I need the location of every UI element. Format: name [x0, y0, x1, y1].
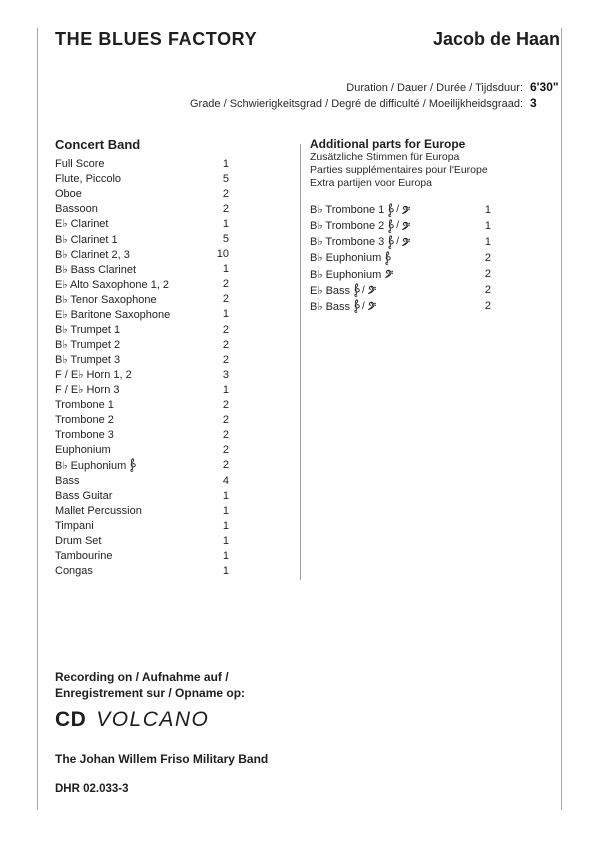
- list-item: [55, 443, 229, 458]
- treble-clef-icon: [387, 219, 394, 233]
- concert-band-list: [55, 156, 229, 579]
- list-item: [55, 428, 229, 443]
- part-name: Tambourine: [55, 549, 113, 562]
- part-count: 2: [222, 338, 229, 351]
- additional-parts-subtitle-nl: Extra partijen voor Europa: [310, 177, 432, 190]
- duration-label: Duration / Dauer / Durée / Tijdsduur:: [346, 82, 523, 94]
- part-count: 1: [222, 489, 229, 502]
- list-item: [55, 186, 229, 201]
- composer-name: Jacob de Haan: [432, 29, 560, 49]
- list-item: [55, 518, 229, 533]
- part-count: 1: [222, 308, 229, 321]
- list-item: [55, 352, 229, 367]
- additional-parts-heading: Additional parts for Europe: [310, 137, 466, 151]
- recording-label-line1: Recording on / Aufnahme auf /: [55, 670, 229, 684]
- list-item: [55, 382, 229, 397]
- part-count: 2: [484, 284, 491, 297]
- part-count: 1: [222, 549, 229, 562]
- cd-title: VOLCANO: [96, 708, 210, 731]
- grade-row: [190, 96, 562, 112]
- right-border-rule: [561, 28, 562, 810]
- clef-icons: [353, 283, 376, 297]
- clef-separator: /: [396, 204, 400, 216]
- part-count: 2: [222, 429, 229, 442]
- part-count: 4: [222, 474, 229, 487]
- list-item: [55, 548, 229, 563]
- catalog-number: DHR 02.033-3: [55, 783, 129, 795]
- list-item: [55, 322, 229, 337]
- part-count: 1: [484, 235, 491, 248]
- additional-parts-subtitle-de: Zusätzliche Stimmen für Europa: [310, 151, 460, 163]
- part-name: B♭ Bass: [310, 300, 351, 313]
- bass-clef-icon: [384, 269, 393, 279]
- additional-parts-subtitle-fr: Parties supplémentaires pour l'Europe: [310, 164, 488, 177]
- recording-block: [55, 669, 268, 795]
- part-name: Trombone 3: [55, 429, 114, 442]
- part-name: B♭ Euphonium: [55, 459, 127, 472]
- clef-icons: [384, 269, 393, 279]
- part-name: B♭ Tenor Saxophone: [55, 293, 157, 306]
- part-count: 3: [222, 368, 229, 381]
- part-name: B♭ Euphonium: [310, 268, 382, 281]
- list-item: [310, 298, 491, 314]
- part-count: 2: [222, 353, 229, 366]
- list-item: [55, 398, 229, 413]
- part-name: Bass: [55, 474, 80, 487]
- part-count: 2: [222, 187, 229, 200]
- part-name: Euphonium: [55, 444, 111, 457]
- band-name: The Johan Willem Friso Military Band: [55, 752, 269, 766]
- clef-separator: /: [362, 300, 365, 312]
- treble-clef-icon: [129, 458, 136, 472]
- part-count: 1: [222, 534, 229, 547]
- grade-value: 3: [530, 96, 537, 110]
- part-name: F / E♭ Horn 1, 2: [55, 369, 132, 382]
- part-count: 1: [222, 263, 229, 276]
- treble-clef-icon: [353, 299, 360, 313]
- part-count: 2: [222, 399, 229, 412]
- list-item: [310, 250, 491, 266]
- part-name: Bassoon: [55, 202, 98, 215]
- part-name: B♭ Euphonium: [310, 252, 382, 265]
- part-count: 10: [216, 248, 229, 261]
- bass-clef-icon: [401, 221, 410, 231]
- list-item: [55, 262, 229, 277]
- part-name: Congas: [55, 565, 93, 578]
- part-count: 5: [222, 172, 229, 185]
- part-name: Timpani: [55, 519, 94, 532]
- list-item: [55, 201, 229, 216]
- treble-clef-icon: [387, 203, 394, 217]
- list-item: [55, 413, 229, 428]
- list-item: [310, 218, 491, 234]
- list-item: [55, 216, 229, 231]
- part-name: Drum Set: [55, 534, 102, 547]
- clef-separator: /: [396, 236, 400, 248]
- clef-icons: [387, 235, 410, 249]
- list-item: [310, 202, 491, 218]
- list-item: [55, 533, 229, 548]
- part-count: 2: [484, 268, 491, 281]
- piece-title: THE BLUES FACTORY: [55, 29, 258, 49]
- clef-icons: [353, 299, 376, 313]
- part-name: Bass Guitar: [55, 489, 113, 502]
- left-border-rule: [37, 28, 38, 810]
- part-name: B♭ Clarinet 1: [55, 233, 118, 246]
- meta-block: [190, 80, 562, 112]
- part-count: 2: [222, 444, 229, 457]
- treble-clef-icon: [384, 251, 391, 265]
- part-name: E♭ Baritone Saxophone: [55, 308, 171, 321]
- part-name: B♭ Trombone 2: [310, 220, 385, 233]
- additional-parts-block: [310, 137, 491, 314]
- part-name: E♭ Clarinet: [55, 218, 109, 231]
- list-item: [55, 292, 229, 307]
- list-item: [55, 277, 229, 292]
- part-count: 2: [222, 414, 229, 427]
- bass-clef-icon: [367, 285, 376, 295]
- grade-label: Grade / Schwierigkeitsgrad / Degré de difficulté / Moeilijkheidsgraad:: [189, 98, 523, 110]
- part-name: F / E♭ Horn 3: [55, 384, 120, 397]
- part-count: 1: [222, 157, 229, 170]
- part-count: 1: [222, 504, 229, 517]
- duration-row: [190, 80, 562, 96]
- list-item: [55, 488, 229, 503]
- part-name: B♭ Bass Clarinet: [55, 263, 136, 276]
- duration-value: 6'30": [530, 80, 559, 94]
- part-count: 2: [222, 278, 229, 291]
- part-count: 1: [222, 383, 229, 396]
- part-name: B♭ Trumpet 3: [55, 354, 121, 367]
- bass-clef-icon: [401, 237, 410, 247]
- part-name: Trombone 1: [55, 399, 114, 412]
- clef-separator: /: [362, 284, 365, 296]
- clef-separator: /: [396, 220, 400, 232]
- bass-clef-icon: [401, 205, 410, 215]
- part-count: 1: [222, 519, 229, 532]
- part-count: 2: [484, 300, 491, 313]
- part-count: 1: [222, 217, 229, 230]
- list-item: [55, 156, 229, 171]
- part-name: Flute, Piccolo: [55, 172, 122, 185]
- part-name: B♭ Trumpet 1: [55, 324, 121, 337]
- treble-clef-icon: [353, 283, 360, 297]
- part-name: B♭ Trombone 1: [310, 204, 385, 217]
- part-name: Trombone 2: [55, 414, 114, 427]
- part-count: 1: [484, 219, 491, 232]
- list-item: [310, 282, 491, 298]
- part-name: E♭ Bass: [310, 284, 351, 297]
- column-divider-rule: [300, 144, 301, 580]
- list-item: [55, 367, 229, 382]
- part-count: 2: [222, 459, 229, 472]
- clef-icons: [129, 458, 136, 472]
- list-item: [55, 564, 229, 579]
- clef-icons: [384, 251, 391, 265]
- concert-band-heading: Concert Band: [55, 137, 141, 152]
- list-item: [55, 473, 229, 488]
- part-count: 2: [484, 251, 491, 264]
- additional-parts-list: [310, 202, 491, 315]
- part-name: B♭ Trombone 3: [310, 236, 385, 249]
- part-count: 2: [222, 293, 229, 306]
- part-count: 1: [222, 565, 229, 578]
- treble-clef-icon: [387, 235, 394, 249]
- list-item: [55, 503, 229, 518]
- bass-clef-icon: [367, 301, 376, 311]
- part-count: 2: [222, 323, 229, 336]
- list-item: [55, 458, 229, 473]
- part-name: Oboe: [55, 187, 82, 200]
- list-item: [55, 231, 229, 246]
- part-name: B♭ Trumpet 2: [55, 339, 121, 352]
- part-name: B♭ Clarinet 2, 3: [55, 248, 130, 261]
- clef-icons: [387, 203, 410, 217]
- list-item: [55, 171, 229, 186]
- cd-title-line: [55, 708, 268, 732]
- list-item: [55, 247, 229, 262]
- list-item: [310, 234, 491, 250]
- part-count: 5: [222, 233, 229, 246]
- clef-icons: [387, 219, 410, 233]
- list-item: [310, 266, 491, 282]
- part-name: E♭ Alto Saxophone 1, 2: [55, 278, 170, 291]
- part-name: Full Score: [55, 157, 105, 170]
- part-name: Mallet Percussion: [55, 504, 142, 517]
- part-count: 1: [484, 203, 491, 216]
- list-item: [55, 337, 229, 352]
- list-item: [55, 307, 229, 322]
- recording-label-line2: Enregistrement sur / Opname op:: [55, 686, 246, 700]
- part-count: 2: [222, 202, 229, 215]
- cd-prefix: CD: [55, 708, 87, 731]
